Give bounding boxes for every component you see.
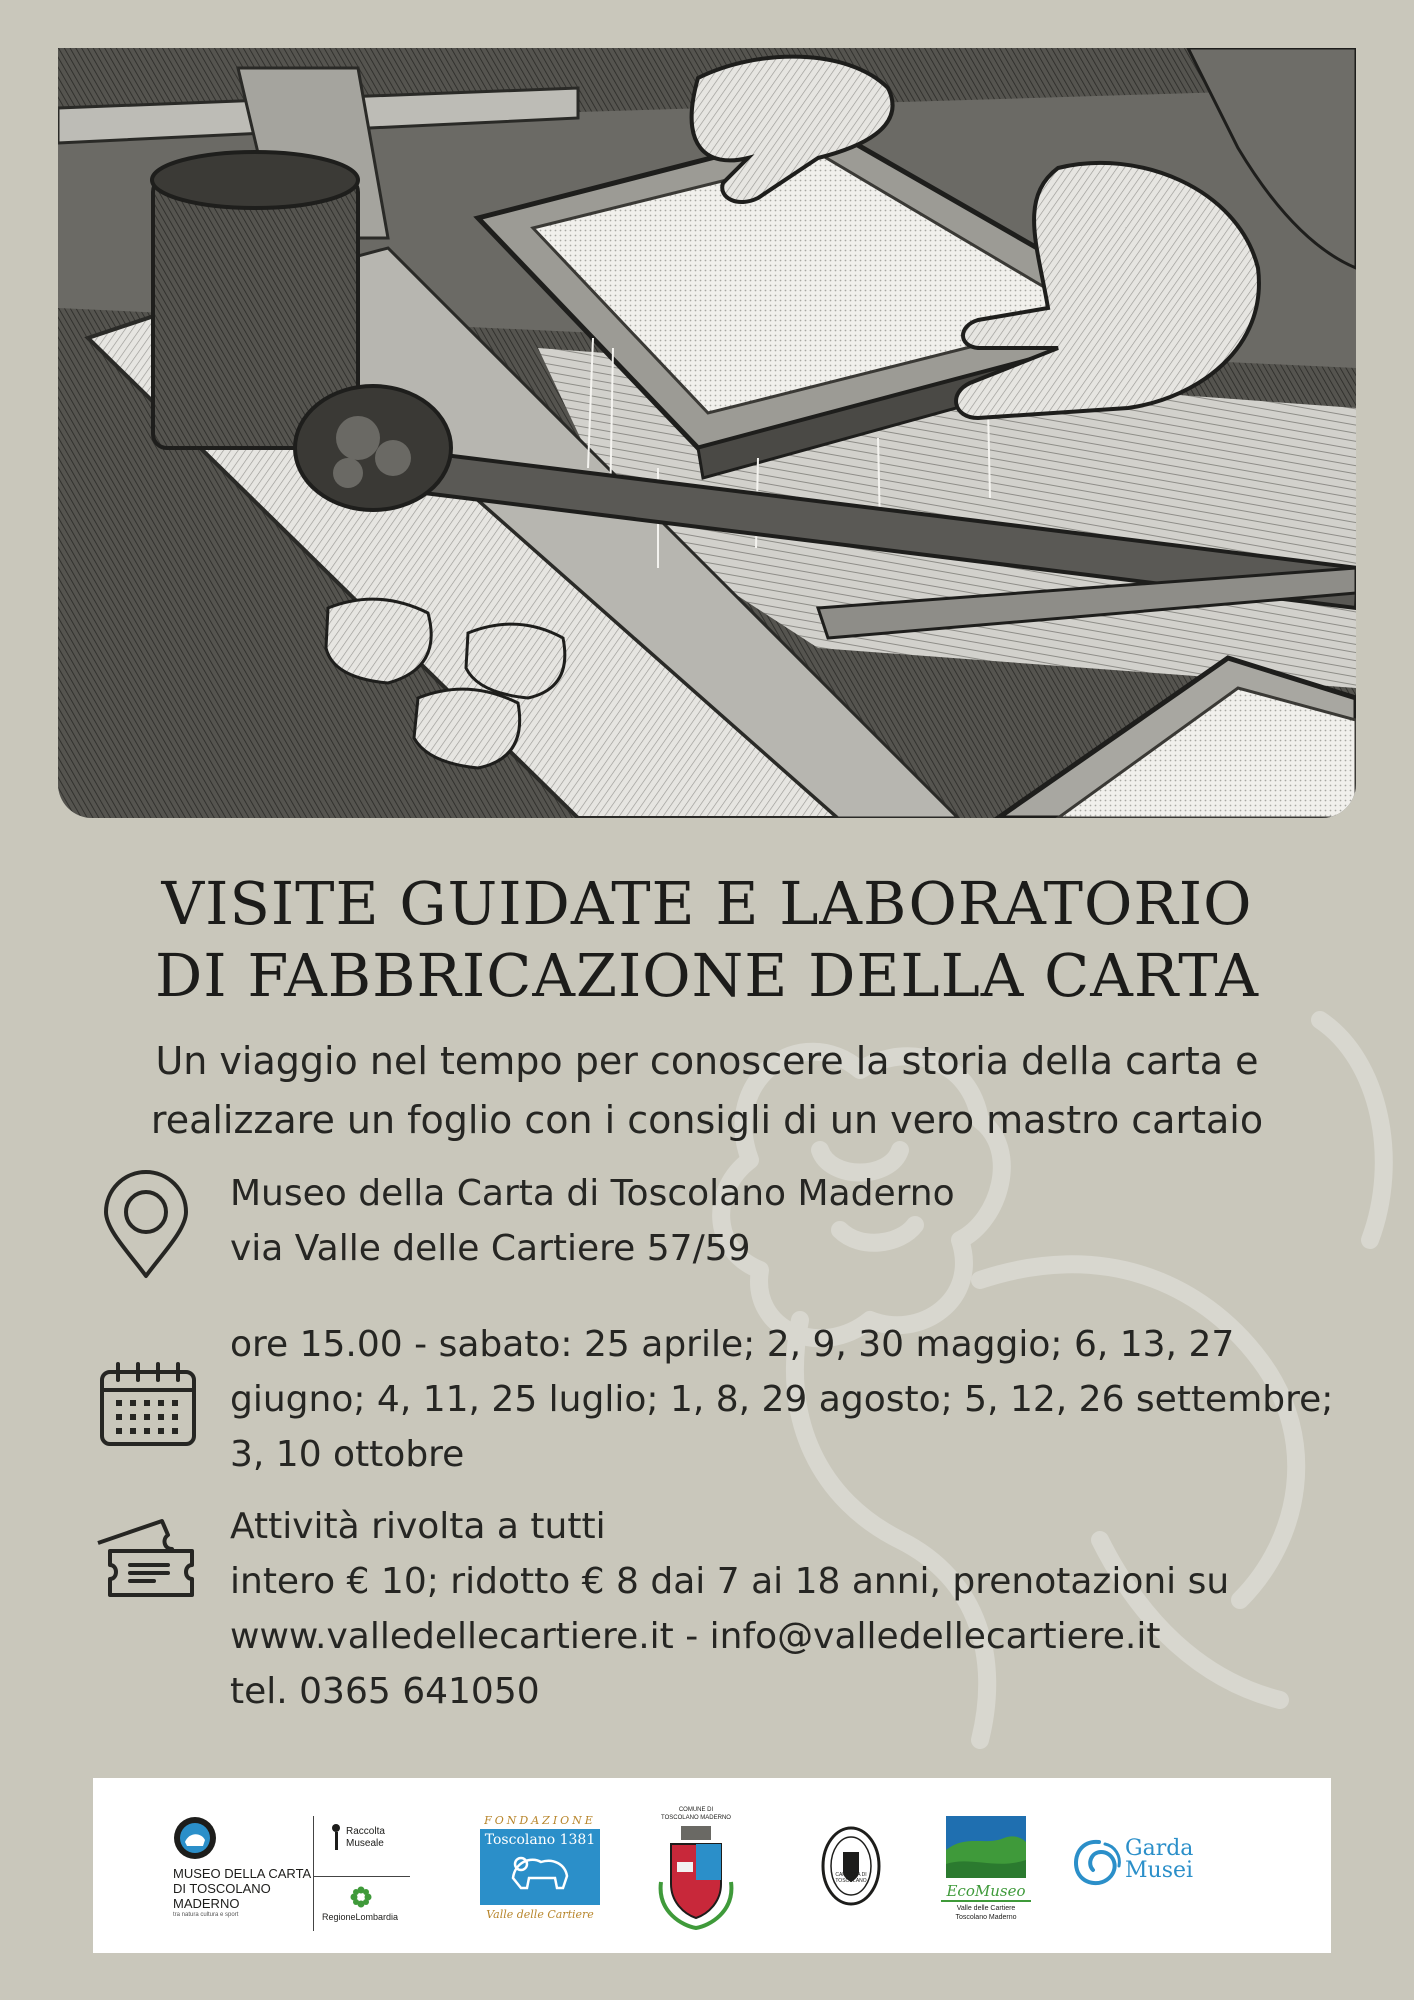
schedule-line-2: giugno; 4, 11, 25 luglio; 1, 8, 29 agosto; 5, 12, 26 settembre; <box>230 1379 1334 1420</box>
logo-museo-della-carta <box>173 1816 333 1920</box>
ticket-info <box>230 1499 1229 1719</box>
location-address: via Valle delle Cartiere 57/59 <box>230 1228 751 1269</box>
subtitle <box>60 1032 1354 1150</box>
lombardia-rose-icon <box>350 1886 372 1908</box>
fondazione-badge <box>480 1829 600 1905</box>
hero-illustration <box>58 48 1356 818</box>
contact-web-email[interactable]: www.valledellecartiere.it - info@valledellecartiere.it <box>230 1616 1161 1657</box>
sponsor-logos-bar <box>93 1778 1331 1953</box>
region-label: RegioneLombardia <box>322 1912 399 1922</box>
logo-cartiera-toscolano <box>821 1826 881 1884</box>
fondazione-top: FONDAZIONE <box>484 1814 596 1827</box>
subtitle-line-1: Un viaggio nel tempo per conoscere la storia della carta e <box>155 1039 1259 1083</box>
cartiera-seal-icon <box>821 1826 881 1906</box>
price-text: intero € 10; ridotto € 8 dai 7 ai 18 anni, prenotazioni su <box>230 1561 1230 1602</box>
garda-swirl-icon <box>1071 1836 1123 1890</box>
museo-line-1: MUSEO DELLA CARTA <box>173 1866 312 1881</box>
fondazione-lion-icon <box>505 1848 575 1892</box>
schedule-line-3: 3, 10 ottobre <box>230 1434 465 1475</box>
audience-text: Attività rivolta a tutti <box>230 1506 606 1547</box>
garda-line-1: Garda <box>1125 1836 1194 1861</box>
cartiera-label: CARTIERA DI TOSCOLANO <box>835 1872 867 1884</box>
fondazione-name: Toscolano 1381 <box>484 1832 596 1848</box>
comune-line-2: TOSCOLANO MADERNO <box>661 1815 731 1821</box>
title-line-1: VISITE GUIDATE E LABORATORIO <box>161 869 1253 938</box>
calendar-icon <box>98 1360 198 1448</box>
comune-coat-of-arms-icon <box>653 1822 739 1932</box>
ecomuseo-line-2: Toscolano Maderno <box>955 1914 1017 1921</box>
logo-comune-toscolano <box>653 1806 739 1936</box>
title-line-2: DI FABBRICAZIONE DELLA CARTA <box>154 941 1260 1010</box>
location-info <box>230 1166 955 1276</box>
logo-raccolta-museale <box>313 1816 424 1931</box>
map-pin-icon <box>100 1170 192 1282</box>
ticket-icon <box>92 1515 198 1603</box>
raccolta-dot-icon <box>332 1824 340 1832</box>
ecomuseo-landscape-icon <box>946 1816 1026 1878</box>
logo-fondazione-toscolano <box>480 1814 600 1921</box>
papermaking-illustration-icon <box>58 48 1356 818</box>
contact-phone[interactable]: tel. 0365 641050 <box>230 1671 540 1712</box>
garda-line-2: Musei <box>1125 1858 1194 1883</box>
subtitle-line-2: realizzare un foglio con i consigli di un vero mastro cartaio <box>150 1098 1264 1142</box>
museo-line-3: MADERNO <box>173 1896 240 1911</box>
comune-line-1: COMUNE DI <box>678 1807 714 1813</box>
raccolta-line-1: Raccolta <box>346 1826 385 1837</box>
location-name: Museo della Carta di Toscolano Maderno <box>230 1173 955 1214</box>
museo-line-2: DI TOSCOLANO <box>173 1881 271 1896</box>
ecomuseo-name: EcoMuseo <box>941 1882 1031 1902</box>
ecomuseo-line-1: Valle delle Cartiere <box>956 1905 1016 1912</box>
logo-ecomuseo <box>941 1816 1031 1922</box>
museo-tagline: tra natura cultura e sport <box>173 1912 239 1918</box>
page-title <box>0 868 1414 1012</box>
museo-lion-icon <box>173 1816 217 1860</box>
fondazione-bottom: Valle delle Cartiere <box>486 1908 594 1921</box>
raccolta-bar-icon <box>335 1832 338 1850</box>
raccolta-line-2: Museale <box>346 1838 384 1849</box>
schedule-line-1: ore 15.00 - sabato: 25 aprile; 2, 9, 30 maggio; 6, 13, 27 <box>230 1324 1235 1365</box>
schedule-info <box>230 1317 1333 1482</box>
